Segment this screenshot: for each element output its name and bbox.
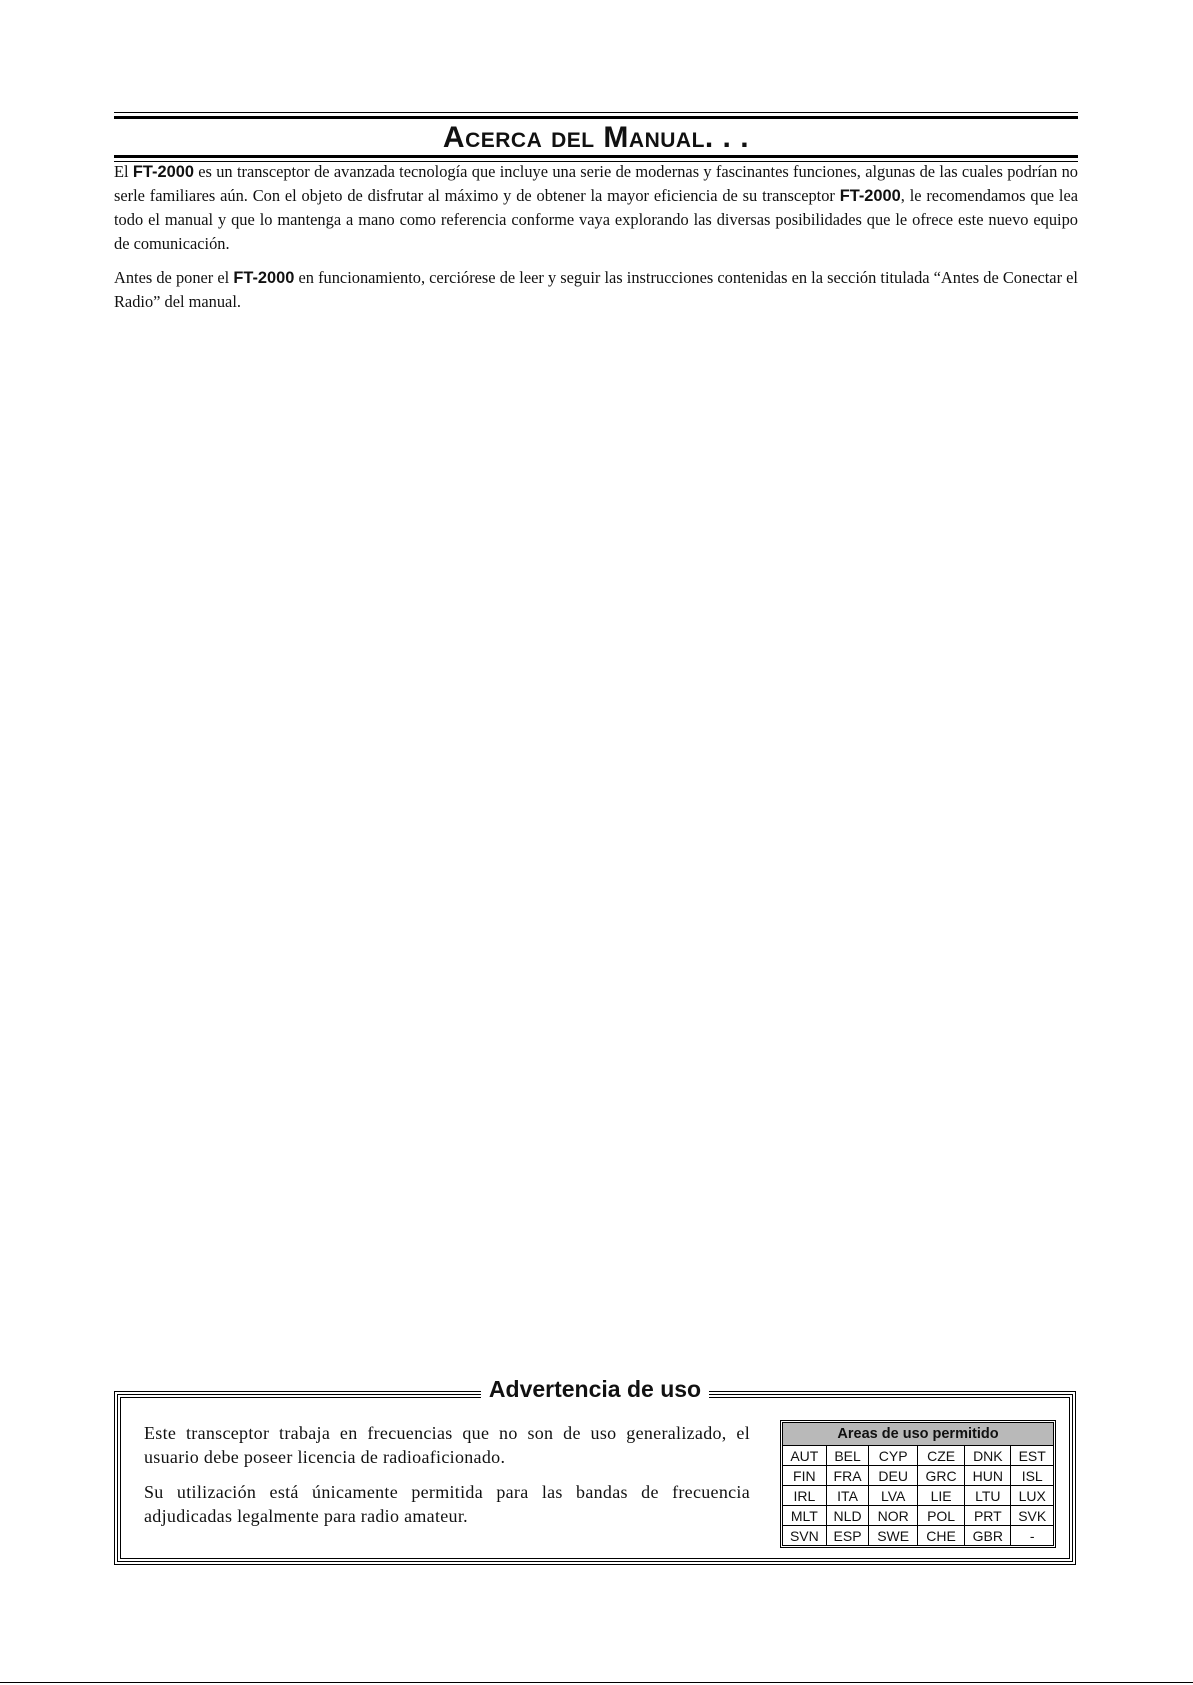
page-title: Acerca del Manual. . .	[442, 121, 750, 154]
country-code-cell: ESP	[826, 1526, 869, 1546]
country-code-cell: LVA	[869, 1486, 917, 1506]
table-row	[783, 1526, 1053, 1546]
country-code-cell: SVN	[783, 1526, 826, 1546]
country-code-cell: FRA	[826, 1466, 869, 1486]
permitted-areas-title: Areas de uso permitido	[783, 1423, 1053, 1446]
country-code-cell: NOR	[869, 1506, 917, 1526]
permitted-areas-table	[783, 1423, 1053, 1545]
country-code-cell: BEL	[826, 1446, 869, 1466]
country-code-cell: SWE	[869, 1526, 917, 1546]
country-code-cell: NLD	[826, 1506, 869, 1526]
title-block	[114, 112, 1078, 162]
intro-p2-end: en funcionamiento, cerciórese de leer y seguir las instrucciones contenidas en la sección titulada “Antes de Conectar el Radio” del manual.	[114, 268, 1078, 311]
country-code-cell: IRL	[783, 1486, 826, 1506]
country-code-cell: GRC	[917, 1466, 964, 1486]
country-code-cell: EST	[1011, 1446, 1053, 1466]
permitted-areas-table-frame	[780, 1420, 1056, 1548]
usage-warning-box	[114, 1376, 1076, 1565]
country-code-cell: FIN	[783, 1466, 826, 1486]
table-row	[783, 1506, 1053, 1526]
table-row	[783, 1446, 1053, 1466]
country-code-cell: ISL	[1011, 1466, 1053, 1486]
country-code-cell: AUT	[783, 1446, 826, 1466]
intro-p2-start: Antes de poner el	[114, 268, 234, 287]
model-name: FT-2000	[839, 187, 901, 205]
usage-warning-title-wrap	[118, 1375, 1072, 1403]
model-name: FT-2000	[132, 163, 194, 181]
country-code-cell: DNK	[965, 1446, 1011, 1466]
country-code-cell: POL	[917, 1506, 964, 1526]
intro-paragraph-1	[114, 160, 1078, 256]
usage-warning-paragraph-2: Su utilización está únicamente permitida para las bandas de frecuencia adjudicadas legalmente para radio amateur.	[144, 1482, 750, 1526]
page-bottom-rule	[0, 1682, 1193, 1683]
country-code-cell: SVK	[1011, 1506, 1053, 1526]
intro-p1-start: El	[114, 162, 133, 181]
intro-paragraph-2	[114, 266, 1078, 314]
intro-p1-middle: es un transceptor de avanzada tecnología que incluye una serie de modernas y fascinantes funciones, algunas de las cuales podrían no serle familiares aún. Con el objeto de disfrutar al máximo y de obtener la mayor eficiencia de su transceptor	[114, 162, 1078, 205]
country-code-cell: LTU	[965, 1486, 1011, 1506]
country-code-cell: HUN	[965, 1466, 1011, 1486]
usage-warning-title: Advertencia de uso	[481, 1376, 709, 1402]
country-code-cell: PRT	[965, 1506, 1011, 1526]
country-code-cell: -	[1011, 1526, 1053, 1546]
country-code-cell: MLT	[783, 1506, 826, 1526]
model-name: FT-2000	[233, 269, 295, 287]
country-code-cell: CZE	[917, 1446, 964, 1466]
intro-text	[114, 160, 1078, 324]
usage-warning-paragraph-1: Este transceptor trabaja en frecuencias que no son de uso generalizado, el usuario debe poseer licencia de radioaficionado.	[144, 1423, 750, 1467]
country-code-cell: LUX	[1011, 1486, 1053, 1506]
title-top-rule	[114, 112, 1078, 119]
usage-warning-text	[144, 1421, 750, 1539]
table-row	[783, 1466, 1053, 1486]
table-row	[783, 1486, 1053, 1506]
country-code-cell: CHE	[917, 1526, 964, 1546]
country-code-cell: GBR	[965, 1526, 1011, 1546]
country-code-cell: ITA	[826, 1486, 869, 1506]
permitted-areas-header-row	[783, 1423, 1053, 1446]
country-code-cell: DEU	[869, 1466, 917, 1486]
country-code-cell: CYP	[869, 1446, 917, 1466]
intro-p1-end: , le recomendamos que lea todo el manual y que lo mantenga a mano como referencia conforme vaya explorando las diversas posibilidades que le ofrece este nuevo equipo de comunicación.	[114, 186, 1078, 253]
permitted-areas-body	[783, 1446, 1053, 1546]
country-code-cell: LIE	[917, 1486, 964, 1506]
